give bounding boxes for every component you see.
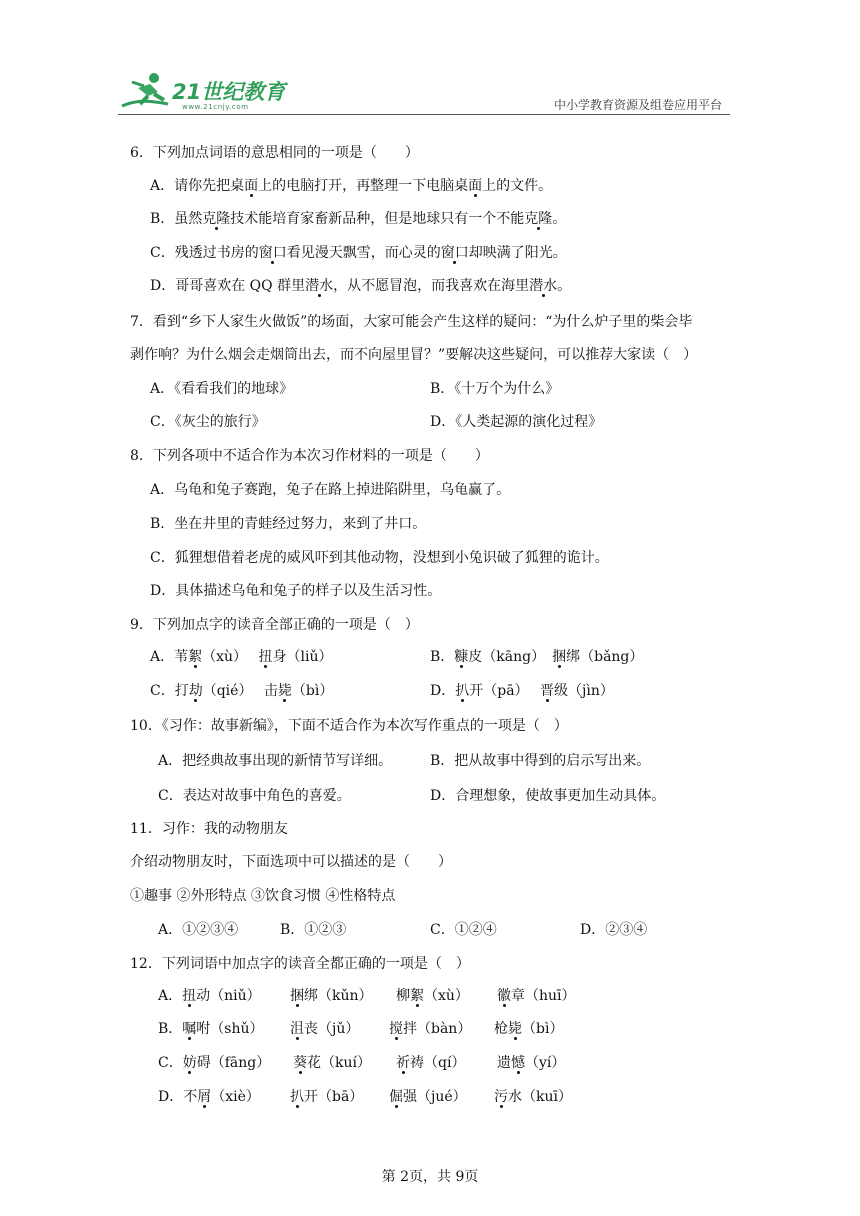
q12-b-word-2: 沮丧（jǔ） xyxy=(290,1021,360,1037)
runner-logo-icon xyxy=(118,70,174,112)
q12-stem: 12．下列词语中加点字的读音全都正确的一项是（ ） xyxy=(130,956,470,972)
q8-option-d: D．具体描述乌龟和兔子的样子以及生活习性。 xyxy=(150,583,442,599)
q12-a-word-1: A．扭动（niǔ） xyxy=(158,988,261,1004)
q9-option-d: D．扒开（pā） 晋级（jìn） xyxy=(430,683,614,699)
header-divider xyxy=(118,114,730,115)
q11-stem: 介绍动物朋友时，下面选项中可以描述的是（ ） xyxy=(130,854,452,870)
q12-d-word-2: 扒开（bā） xyxy=(290,1089,364,1105)
q8-stem: 8．下列各项中不适合作为本次习作材料的一项是（ ） xyxy=(130,448,489,464)
q11-option-d: D．②③④ xyxy=(580,922,648,938)
q12-b-word-3: 搅拌（bàn） xyxy=(389,1021,472,1037)
q12-d-word-3: 倔强（jué） xyxy=(389,1089,467,1105)
q12-a-word-3: 柳絮（xù） xyxy=(396,988,469,1004)
q10-option-c: C．表达对故事中角色的喜爱。 xyxy=(158,788,351,804)
q11-option-c: C．①②④ xyxy=(430,922,497,938)
q7-option-d: D．《人类起源的演化过程》 xyxy=(430,414,603,430)
q7-stem-line2: 剥作响？为什么烟会走烟筒出去，而不向屋里冒？”要解决这些疑问，可以推荐大家读（ ） xyxy=(130,347,698,363)
q6-option-a: A．请你先把桌面上的电脑打开，再整理一下电脑桌面上的文件。 xyxy=(150,178,553,194)
q12-b-word-1: B．嘱咐（shǔ） xyxy=(158,1021,264,1037)
logo-url: www.21cnjy.com xyxy=(182,103,249,111)
q12-c-word-2: 葵花（kuí） xyxy=(293,1055,371,1071)
logo xyxy=(118,70,298,114)
page-header xyxy=(118,66,730,116)
platform-label: 中小学教育资源及组卷应用平台 xyxy=(553,98,722,112)
q11-option-a: A．①②③④ xyxy=(158,922,239,938)
q7-option-a: A．《看看我们的地球》 xyxy=(150,381,294,397)
q12-c-word-3: 祈祷（qí） xyxy=(396,1055,466,1071)
q9-option-a: A．苇絮（xù） 扭身（liǔ） xyxy=(150,649,333,665)
q8-option-c: C．狐狸想借着老虎的威风吓到其他动物，没想到小兔识破了狐狸的诡计。 xyxy=(150,550,609,566)
q12-d-word-1: D．不屑（xiè） xyxy=(158,1089,260,1105)
q7-option-c: C．《灰尘的旅行》 xyxy=(150,414,266,430)
q7-stem-line1: 7．看到“乡下人家生火做饭”的场面，大家可能会产生这样的疑问：“为什么炉子里的柴会毕 xyxy=(130,314,693,330)
q9-option-c: C．打劫（qié） 击毙（bì） xyxy=(150,683,334,699)
q8-option-a: A．乌龟和兔子赛跑，兔子在路上掉进陷阱里，乌龟赢了。 xyxy=(150,482,511,498)
q11-title: 11．习作：我的动物朋友 xyxy=(130,821,288,837)
q11-items: ①趣事 ②外形特点 ③饮食习惯 ④性格特点 xyxy=(130,888,396,904)
q10-stem: 10．《习作：故事新编》，下面不适合作为本次写作重点的一项是（ ） xyxy=(130,718,568,734)
q9-option-b: B．糠皮（kāng） 捆绑（bǎng） xyxy=(430,649,644,665)
q9-stem: 9．下列加点字的读音全部正确的一项是（ ） xyxy=(130,617,419,633)
q12-b-word-4: 枪毙（bì） xyxy=(494,1021,564,1037)
q10-option-b: B．把从故事中得到的启示写出来。 xyxy=(430,753,651,769)
q11-option-b: B．①②③ xyxy=(280,922,347,938)
q12-c-word-4: 遗憾（yí） xyxy=(497,1055,566,1071)
q6-option-c: C．残透过书房的窗口看见漫天飘雪，而心灵的窗口却映满了阳光。 xyxy=(150,245,567,261)
page-number: 第 2页，共 9页 xyxy=(381,1169,479,1185)
q12-a-word-2: 捆绑（kǔn） xyxy=(290,988,373,1004)
q7-option-b: B．《十万个为什么》 xyxy=(430,381,560,397)
q12-c-word-1: C．妨碍（fāng） xyxy=(158,1055,271,1071)
q6-option-d: D．哥哥喜欢在 QQ 群里潜水，从不愿冒泡，而我喜欢在海里潜水。 xyxy=(150,278,572,294)
q6-stem: 6．下列加点词语的意思相同的一项是（ ） xyxy=(130,145,419,161)
q10-option-d: D．合理想象，使故事更加生动具体。 xyxy=(430,788,666,804)
q8-option-b: B．坐在井里的青蛙经过努力，来到了井口。 xyxy=(150,516,427,532)
q10-option-a: A．把经典故事出现的新情节写详细。 xyxy=(158,753,393,769)
logo-text: 21世纪教育 xyxy=(172,80,286,104)
q12-d-word-4: 污水（kuī） xyxy=(494,1089,572,1105)
q6-option-b: B．虽然克隆技术能培育家畜新品种，但是地球只有一个不能克隆。 xyxy=(150,211,567,227)
q12-a-word-4: 徽章（huī） xyxy=(497,988,576,1004)
